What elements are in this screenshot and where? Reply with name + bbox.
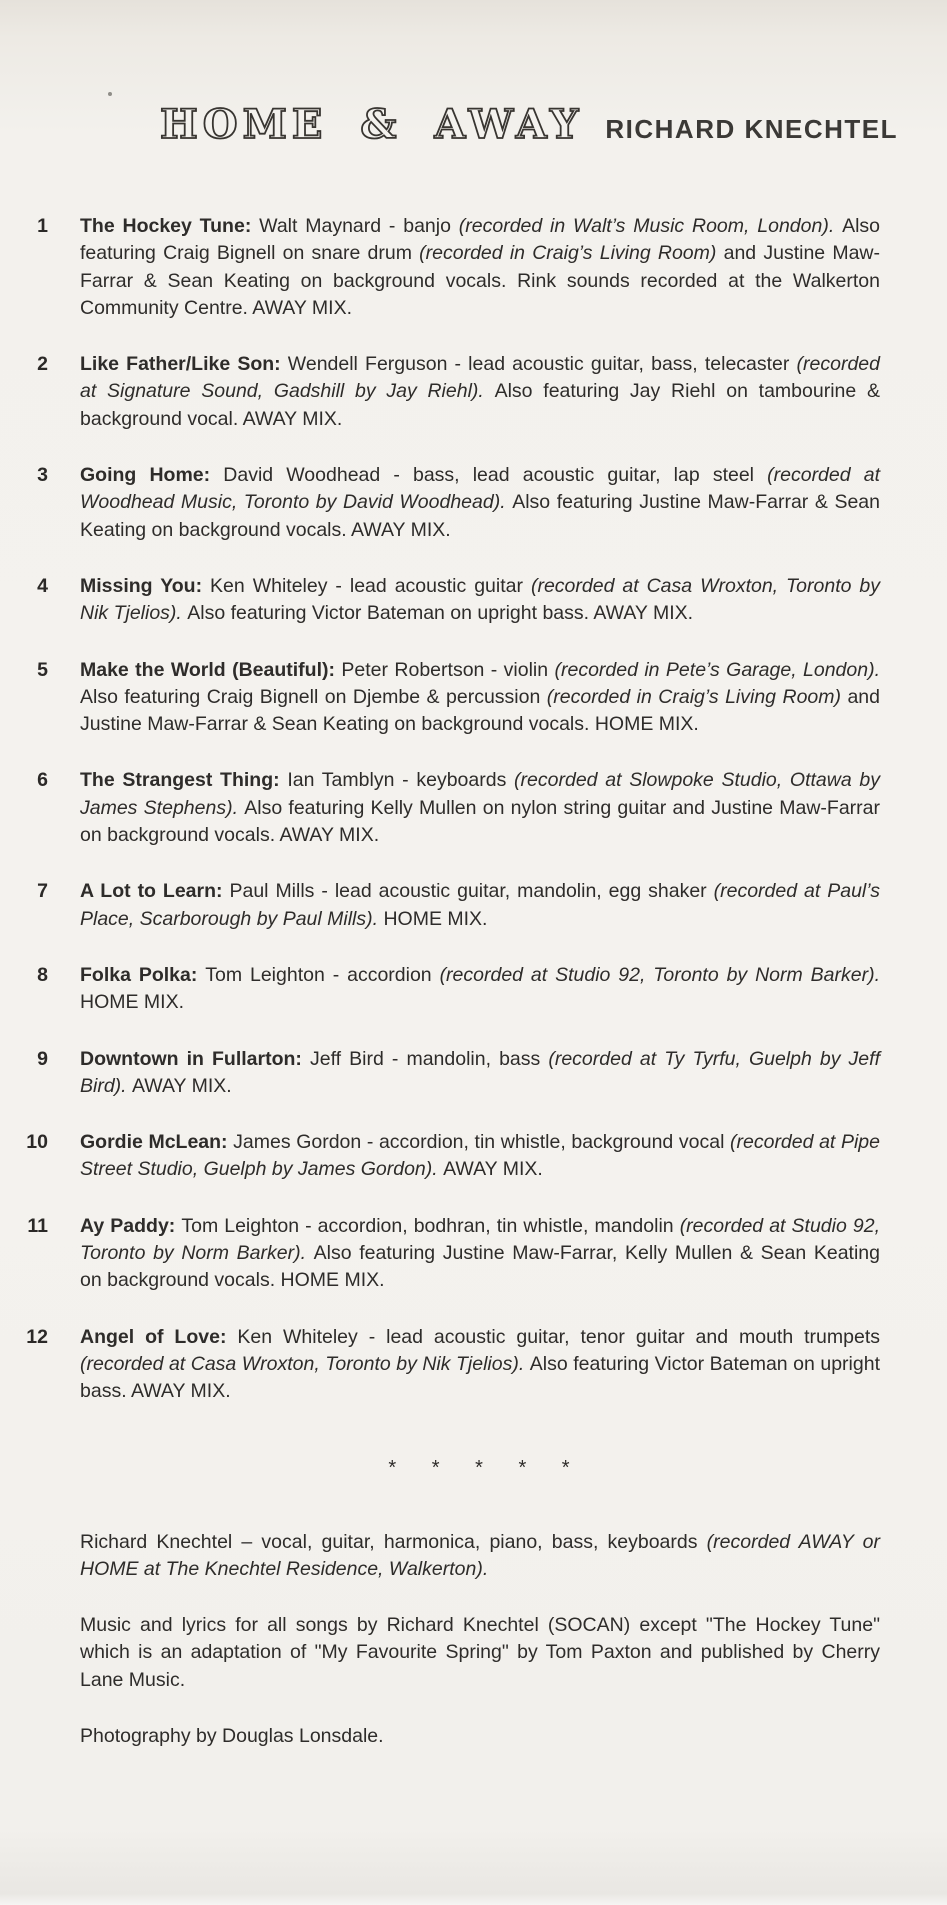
text-segment: (recorded at Signature Sound, Gadshill by Jay Riehl). (80, 353, 880, 403)
track-row (0, 1046, 947, 1101)
text-segment: Also featuring Justine Maw-Farrar, Kelly Mullen & Sean Keating on background vocals. HOME MIX. (80, 1242, 880, 1292)
header (0, 0, 947, 147)
text-segment: Gordie McLean: (80, 1131, 234, 1154)
text-segment: (recorded in Pete’s Garage, London). (554, 658, 880, 681)
track-number: 1 (37, 215, 48, 237)
credit-paragraph (80, 1529, 880, 1584)
track-row (0, 878, 947, 933)
track-description (80, 1324, 880, 1406)
text-segment: Photography by Douglas Lonsdale. (80, 1724, 384, 1747)
text-segment: Like Father/Like Son: (80, 353, 288, 376)
text-segment: Also featuring Kelly Mullen on nylon string guitar and Justine Maw-Farrar on background vocals. AWAY MIX. (80, 796, 880, 847)
track-row (0, 1213, 947, 1295)
text-segment: The Strangest Thing: (80, 769, 288, 792)
track-number: 12 (26, 1325, 48, 1348)
text-segment: Also featuring Justine Maw-Farrar & Sean Keating on background vocals. AWAY MIX. (80, 491, 880, 541)
text-segment: Ken Whiteley - lead acoustic guitar, tenor guitar and mouth trumpets (237, 1325, 880, 1348)
track-row (0, 213, 947, 322)
track-description (80, 573, 880, 628)
track-number: 7 (37, 880, 48, 903)
track-description (80, 462, 880, 544)
track-row (0, 351, 947, 433)
text-segment: and Justine Maw-Farrar & Sean Keating on background vocals. HOME MIX. (80, 685, 880, 736)
text-segment: AWAY MIX. (132, 1074, 232, 1097)
text-segment: Folka Polka: (80, 963, 206, 986)
text-segment: Also featuring Craig Bignell on snare drum (80, 215, 880, 265)
text-segment: (recorded AWAY or HOME at The Knechtel Residence, Walkerton). (80, 1530, 880, 1580)
text-segment: Peter Robertson - violin (341, 658, 555, 681)
track-number: 5 (37, 658, 48, 681)
track-number: 6 (37, 769, 48, 792)
text-segment: James Gordon - accordion, tin whistle, background vocal (233, 1131, 731, 1154)
track-number: 8 (37, 963, 48, 986)
text-segment: Ian Tamblyn - keyboards (287, 769, 515, 792)
text-segment: (recorded at Paul’s Place, Scarborough by Paul Mills). (80, 880, 880, 930)
text-segment: (recorded at Slowpoke Studio, Ottawa by James Stephens). (80, 769, 881, 819)
text-segment: David Woodhead - bass, lead acoustic guitar, lap steel (223, 464, 768, 487)
text-segment: (recorded in Walt’s Music Room, London). (458, 215, 843, 237)
text-segment: Also featuring Jay Riehl on tambourine & background vocal. AWAY MIX. (80, 380, 880, 430)
scan-speck (108, 92, 112, 96)
text-segment: (recorded at Casa Wroxton, Toronto by Nik Tjelios). (80, 574, 881, 625)
credit-paragraph (80, 1723, 880, 1750)
text-segment: Angel of Love: (80, 1325, 238, 1348)
track-row (0, 462, 947, 544)
track-number: 3 (37, 464, 48, 487)
text-segment: Ken Whiteley - lead acoustic guitar (210, 574, 531, 597)
credit-paragraph (80, 1612, 880, 1694)
text-segment: AWAY MIX. (443, 1158, 543, 1181)
track-description (80, 1213, 880, 1295)
text-segment: (recorded at Woodhead Music, Toronto by David Woodhead). (80, 464, 880, 514)
text-segment: Jeff Bird - mandolin, bass (310, 1047, 549, 1070)
text-segment: (recorded in Craig’s Living Room) (419, 242, 724, 265)
text-segment: Wendell Ferguson - lead acoustic guitar, bass, telecaster (287, 353, 797, 376)
text-segment: Downtown in Fullarton: (80, 1047, 310, 1070)
track-description (80, 657, 880, 739)
text-segment: and Justine Maw-Farrar & Sean Keating on background vocals. Rink sounds recorded at the Walkerton Community Centre. AWAY MIX. (80, 242, 881, 319)
track-description (80, 878, 880, 933)
track-row (0, 573, 947, 628)
track-description (80, 213, 880, 322)
track-number: 9 (37, 1047, 48, 1070)
text-segment: Make the World (Beautiful): (80, 658, 342, 681)
track-row (0, 657, 947, 739)
text-segment: Missing You: (80, 574, 211, 597)
text-segment: Going Home: (80, 464, 224, 487)
track-list (0, 213, 947, 1406)
text-segment: Paul Mills - lead acoustic guitar, mandolin, egg shaker (229, 880, 714, 903)
text-segment: Ay Paddy: (80, 1214, 182, 1237)
text-segment: Also featuring Victor Bateman on upright bass. AWAY MIX. (80, 1352, 880, 1403)
track-number: 10 (26, 1131, 48, 1154)
track-row (0, 962, 947, 1017)
track-row (0, 767, 947, 849)
text-segment: Also featuring Craig Bignell on Djembe & percussion (80, 685, 547, 708)
track-description (80, 962, 880, 1017)
text-segment: Tom Leighton - accordion (205, 963, 440, 986)
track-description (80, 1046, 880, 1101)
text-segment: (recorded at Casa Wroxton, Toronto by Nik Tjelios). (80, 1352, 530, 1375)
text-segment: (recorded at Ty Tyrfu, Guelph by Jeff Bird). (80, 1047, 880, 1097)
album-title: HOME & AWAY (160, 101, 584, 148)
text-segment: Also featuring Victor Bateman on upright bass. AWAY MIX. (187, 602, 694, 625)
text-segment: (recorded at Studio 92, Toronto by Norm Barker). (80, 1214, 880, 1265)
separator-asterisks: * * * * * (388, 1456, 572, 1479)
track-description (80, 351, 880, 433)
credits-footer (80, 1529, 880, 1751)
text-segment: (recorded at Pipe Street Studio, Guelph by James Gordon). (80, 1131, 880, 1181)
text-segment: Walt Maynard - banjo (259, 215, 459, 237)
text-segment: Tom Leighton - accordion, bodhran, tin whistle, mandolin (181, 1214, 680, 1237)
text-segment: (recorded at Studio 92, Toronto by Norm Barker). (439, 963, 880, 986)
track-number: 4 (37, 574, 48, 597)
track-number: 11 (27, 1214, 48, 1237)
track-description (80, 767, 880, 849)
text-segment: (recorded in Craig’s Living Room) (546, 685, 848, 708)
track-row (0, 1324, 947, 1406)
text-segment: HOME MIX. (80, 991, 185, 1014)
artist-name: RICHARD KNECHTEL (605, 114, 899, 144)
text-segment: Music and lyrics for all songs by Richard Knechtel (SOCAN) except "The Hockey Tune" which is an adaptation of "My Favourite Spring" by Tom Paxton and published by Cherry Lane Music. (80, 1614, 880, 1691)
text-segment: HOME MIX. (383, 907, 488, 930)
text-segment: The Hockey Tune: (80, 215, 260, 237)
track-number: 2 (37, 353, 48, 376)
text-segment: Richard Knechtel – vocal, guitar, harmonica, piano, bass, keyboards (80, 1530, 707, 1553)
track-row (0, 1129, 947, 1184)
track-description (80, 1129, 880, 1184)
text-segment: A Lot to Learn: (80, 880, 230, 903)
